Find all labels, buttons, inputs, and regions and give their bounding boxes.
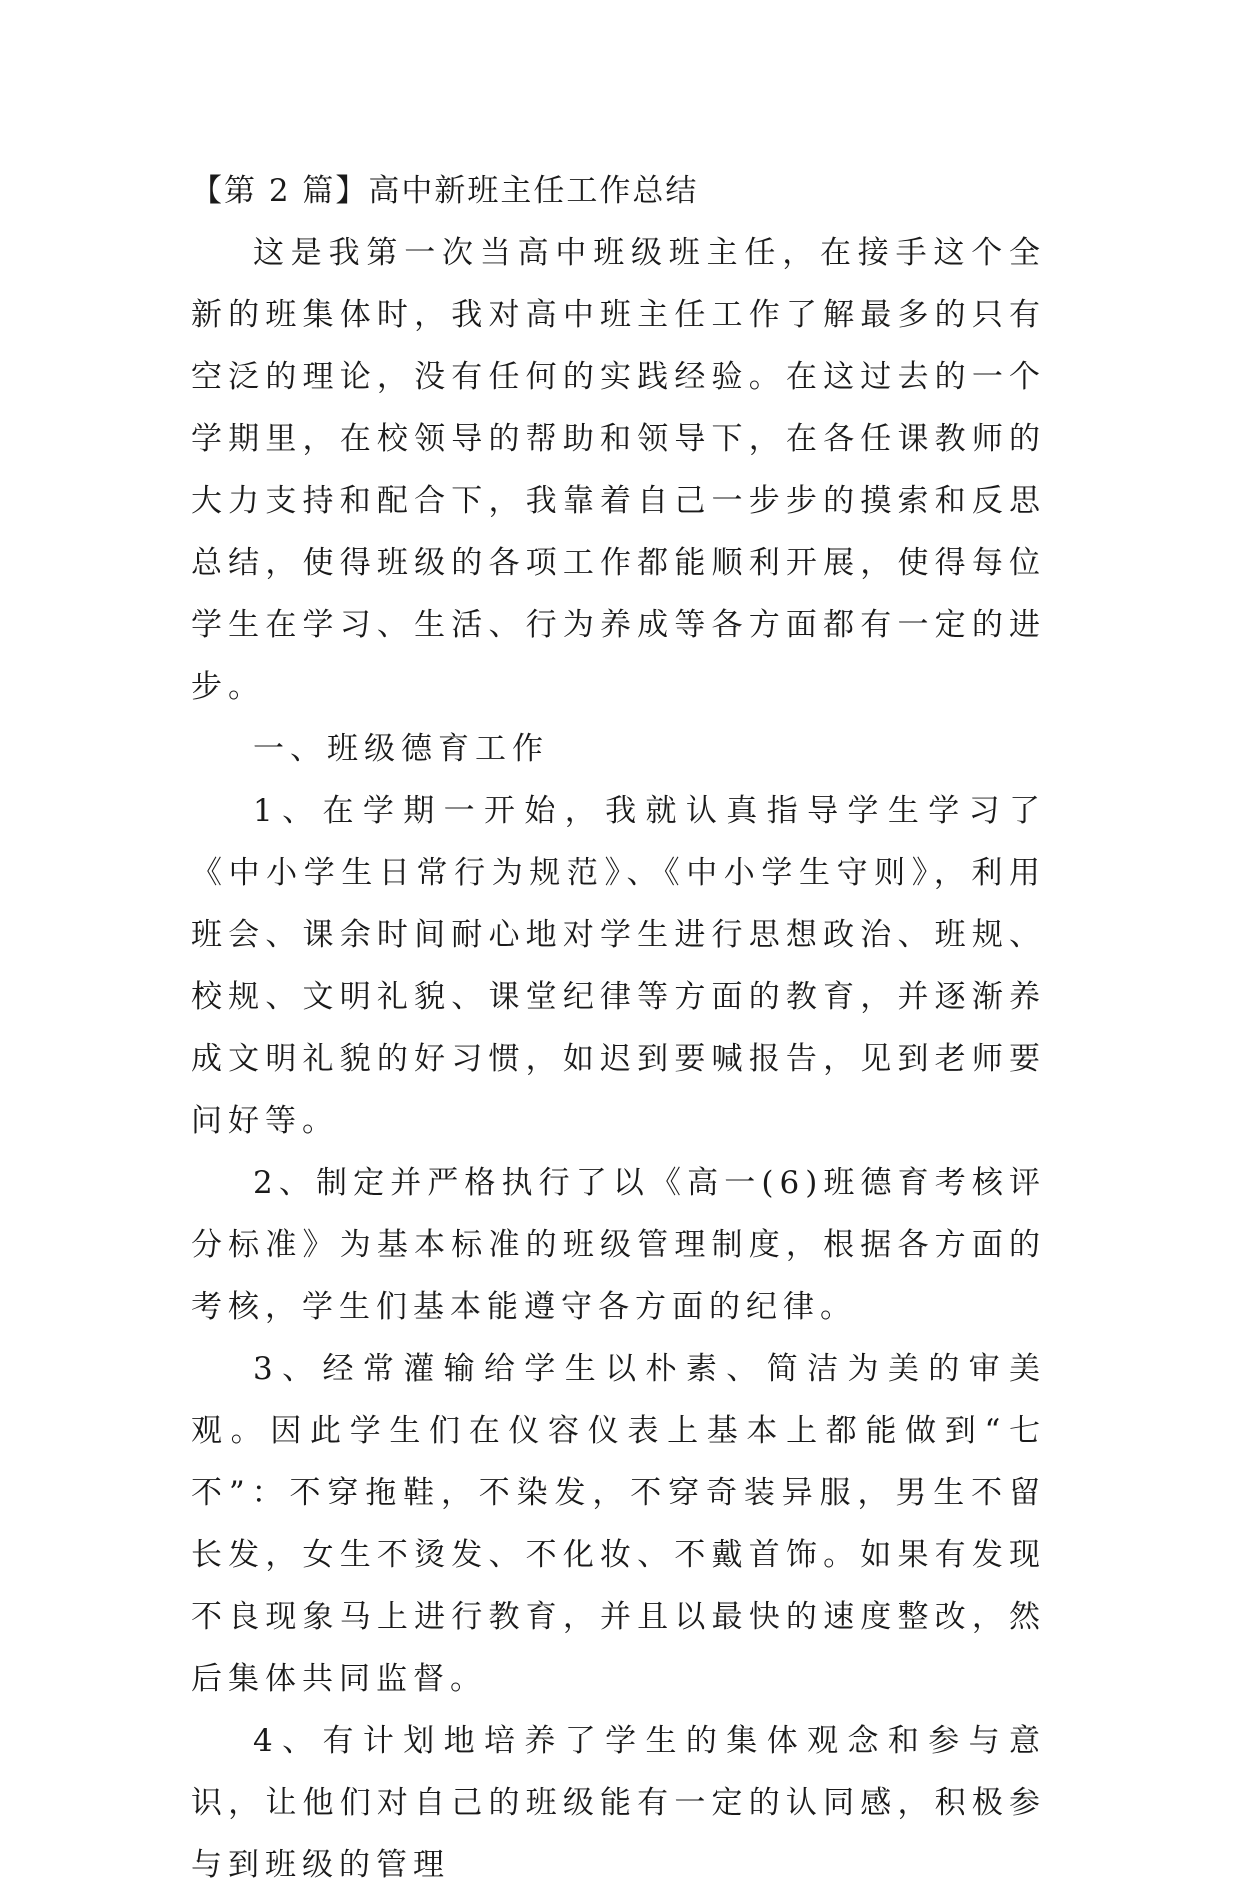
section-heading-moral-education: 一、班级德育工作 [253, 731, 549, 767]
paragraph-intro: 这是我第一次当高中班级班主任，在接手这个全新的班集体时，我对高中班主任工作了解最多的只有空泛的理论，没有任何的实践经验。在这过去的一个学期里，在校领导的帮助和领导下，在各任课教师的大力支持和配合下，我靠着自己一步步的摸索和反思总结，使得班级的各项工作都能顺利开展，使得每位学生在学习、生活、行为养成等各方面都有一定的进步。 [191, 235, 1046, 705]
paragraph-item-4: 4、有计划地培养了学生的集体观念和参与意识，让他们对自己的班级能有一定的认同感，积极参与到班级的管理 [191, 1723, 1046, 1883]
document-body [191, 160, 1046, 1896]
paragraph-item-1: 1、在学期一开始，我就认真指导学生学习了《中小学生日常行为规范》、《中小学生守则》，利用班会、课余时间耐心地对学生进行思想政治、班规、校规、文明礼貌、课堂纪律等方面的教育，并逐渐养成文明礼貌的好习惯，如迟到要喊报告，见到老师要问好等。 [191, 793, 1046, 1139]
paragraph-item-3: 3、经常灌输给学生以朴素、简洁为美的审美观。因此学生们在仪容仪表上基本上都能做到“七不”：不穿拖鞋，不染发，不穿奇装异服，男生不留长发，女生不烫发、不化妆、不戴首饰。如果有发现不良现象马上进行教育，并且以最快的速度整改，然后集体共同监督。 [191, 1351, 1046, 1697]
paragraph-item-2: 2、制定并严格执行了以《高一(6)班德育考核评分标准》为基本标准的班级管理制度，根据各方面的考核，学生们基本能遵守各方面的纪律。 [191, 1165, 1046, 1325]
document-title: 【第 2 篇】高中新班主任工作总结 [191, 173, 699, 209]
